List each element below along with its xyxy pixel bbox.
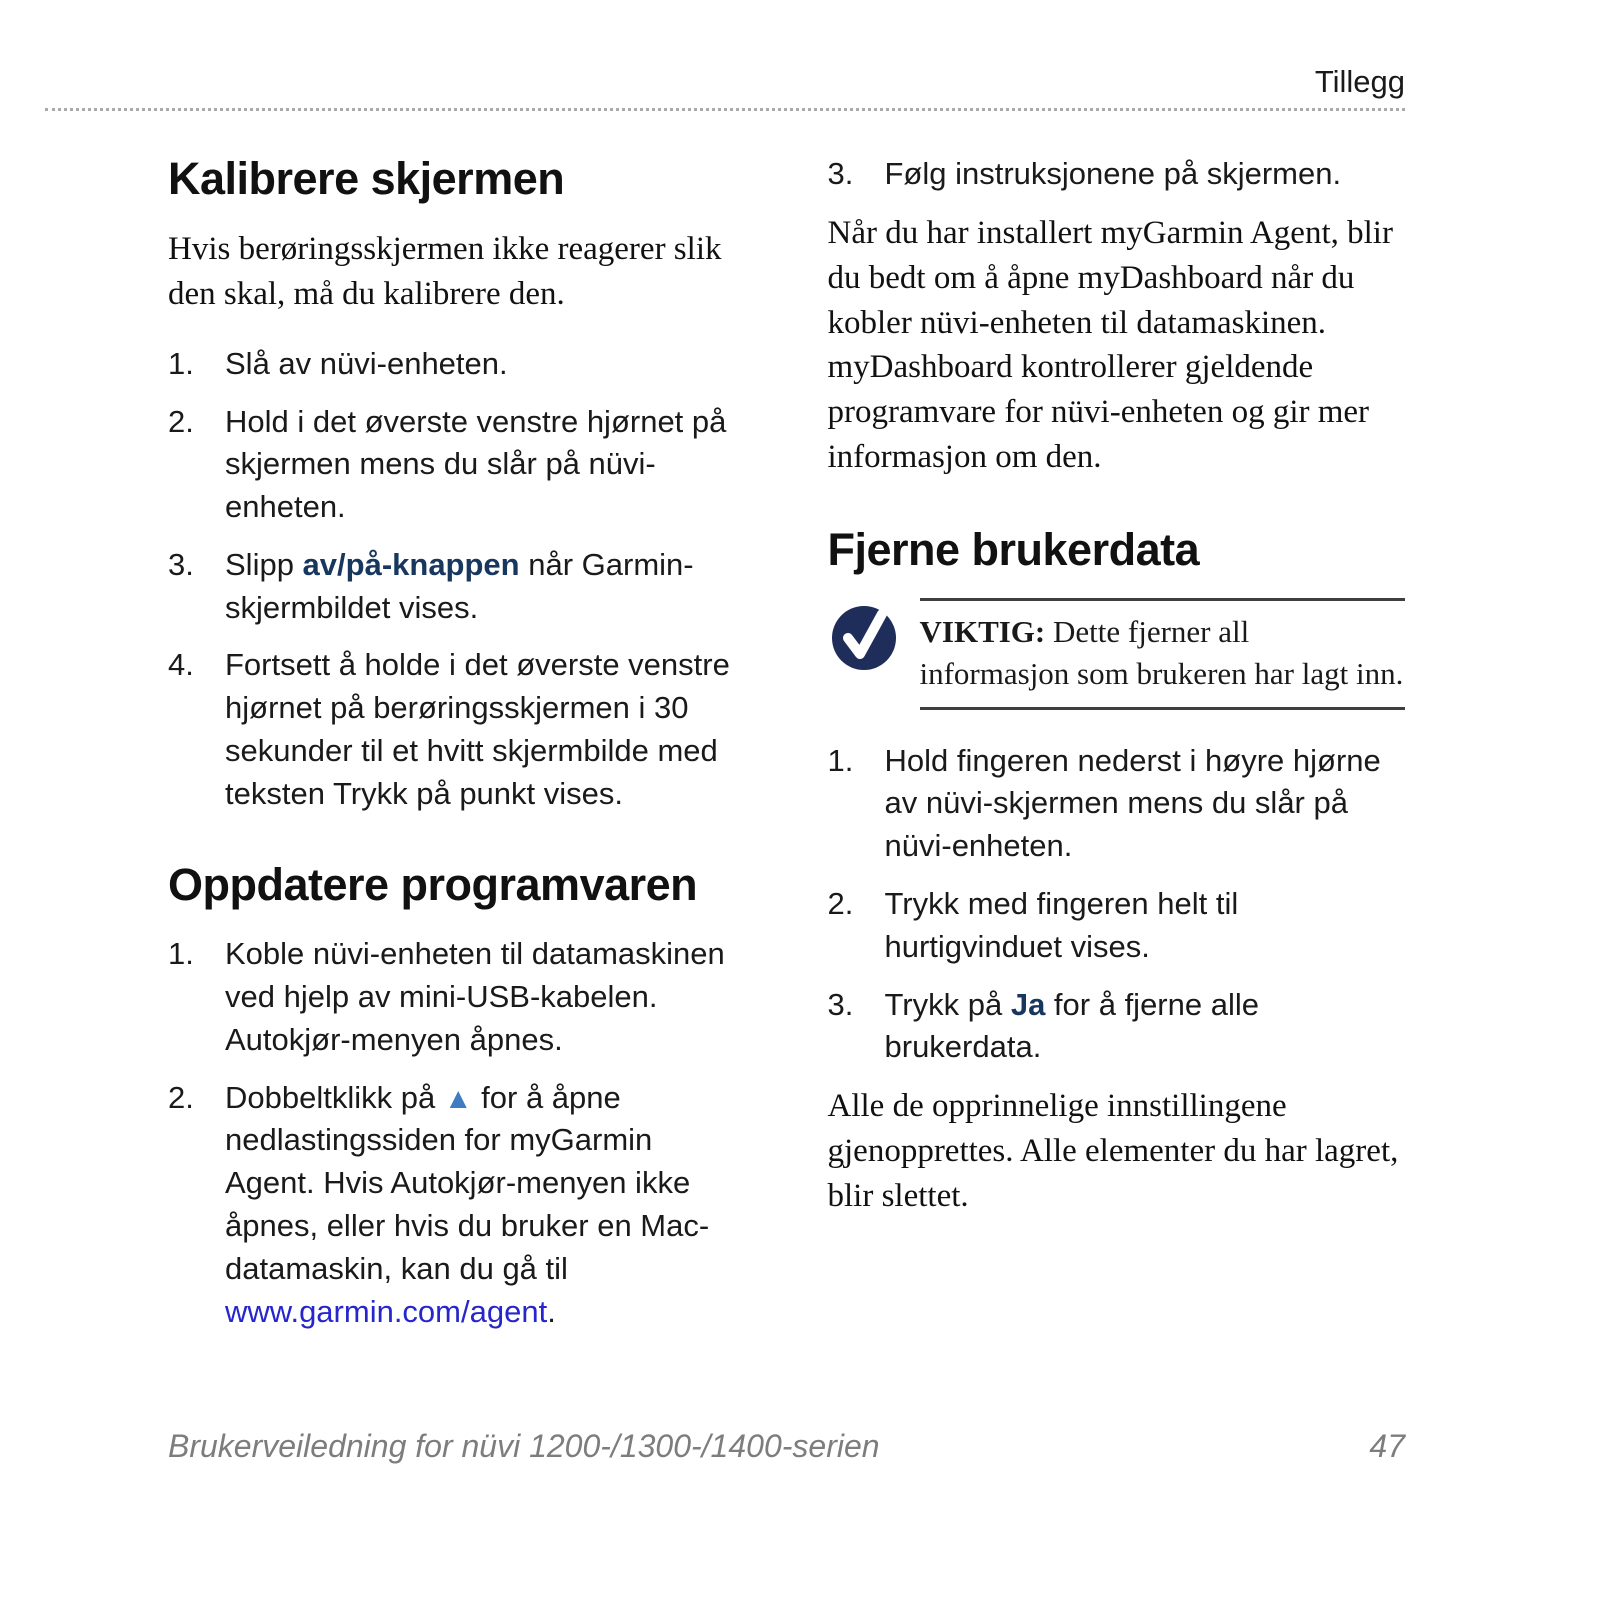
list-item xyxy=(828,740,1406,868)
list-text: Trykk med fingeren helt til hurtigvinduet vises. xyxy=(884,886,1239,964)
list-item xyxy=(168,343,746,386)
important-notice-text xyxy=(920,598,1406,710)
list-number: 2. xyxy=(168,1079,194,1115)
important-notice xyxy=(828,598,1406,710)
list-text: Koble nüvi-enheten til datamaskinen ved hjelp av mini-USB-kabelen. Autokjør-menyen åpnes. xyxy=(225,936,725,1057)
list-text-mid: for å åpne nedlastingssiden for myGarmin Agent. Hvis Autokjør-menyen ikke åpnes, eller hvis du bruker en Mac-datamaskin, kan du gå til xyxy=(225,1079,710,1286)
page-footer xyxy=(168,1428,1405,1465)
important-text: Dette fjerner all informasjon som brukeren har lagt inn. xyxy=(919,614,1404,691)
list-item xyxy=(168,544,746,630)
list-text-pre: Trykk på xyxy=(884,986,1011,1022)
right-column xyxy=(828,153,1406,1348)
list-number: 1. xyxy=(168,936,194,972)
list-number: 4. xyxy=(168,647,194,683)
list-text xyxy=(225,1077,746,1334)
content-columns xyxy=(168,153,1405,1348)
reset-result-paragraph: Alle de opprinnelige innstillingene gjenopprettes. Alle elementer du har lagret, blir slettet. xyxy=(827,1088,1399,1214)
list-text-post: når Garmin-skjermbildet vises. xyxy=(225,546,694,625)
power-button-term: av/på-knappen xyxy=(302,546,520,582)
list-text-pre: Dobbeltklikk på xyxy=(225,1079,444,1115)
list-text: Følg instruksjonene på skjermen. xyxy=(884,156,1342,191)
important-checkmark-icon xyxy=(828,600,900,672)
list-text-post: . xyxy=(547,1293,556,1329)
list-text-pre: Slipp xyxy=(225,546,303,582)
page-header xyxy=(45,64,1405,111)
heading-update-software: Oppdatere programvaren xyxy=(168,859,698,911)
yes-button-term: Ja xyxy=(1010,986,1046,1022)
list-text-post: for å fjerne alle brukerdata. xyxy=(884,986,1259,1065)
manual-title: Brukerveiledning for nüvi 1200-/1300-/1400-serien xyxy=(168,1428,880,1464)
clear-data-steps-list xyxy=(828,740,1406,1069)
list-text xyxy=(225,544,746,630)
list-item-continued xyxy=(828,153,1406,196)
update-steps-list xyxy=(168,933,746,1333)
list-item xyxy=(828,883,1406,969)
garmin-agent-link[interactable]: www.garmin.com/agent xyxy=(225,1293,548,1329)
left-column xyxy=(168,153,746,1348)
heading-clear-user-data: Fjerne brukerdata xyxy=(827,524,1200,576)
list-number: 1. xyxy=(168,345,194,381)
list-number: 2. xyxy=(827,886,854,921)
list-item xyxy=(168,401,746,529)
list-number: 3. xyxy=(168,546,194,582)
list-number: 1. xyxy=(827,742,854,778)
list-text: Fortsett å holde i det øverste venstre hjørnet på berøringsskjermen i 30 sekunder til et hvitt skjermbilde med teksten Trykk på punkt vises. xyxy=(225,647,730,811)
list-item xyxy=(168,933,746,1061)
list-number: 2. xyxy=(168,403,194,439)
heading-calibrate-screen: Kalibrere skjermen xyxy=(168,153,565,204)
calibrate-intro-paragraph: Hvis berøringsskjermen ikke reagerer slik den skal, må du kalibrere den. xyxy=(168,231,722,312)
mygarmin-agent-triangle-icon: ▲ xyxy=(443,1082,473,1115)
list-item xyxy=(168,1077,746,1334)
list-text: Hold i det øverste venstre hjørnet på skjermen mens du slår på nüvi-enheten. xyxy=(225,403,727,525)
list-text: Slå av nüvi-enheten. xyxy=(225,345,508,381)
list-item xyxy=(828,984,1406,1070)
list-item xyxy=(168,644,746,815)
calibrate-steps-list xyxy=(168,343,746,816)
list-text: Hold fingeren nederst i høyre hjørne av nüvi-skjermen mens du slår på nüvi-enheten. xyxy=(884,742,1381,864)
list-text xyxy=(885,984,1406,1070)
important-label: VIKTIG: xyxy=(919,614,1046,650)
section-title: Tillegg xyxy=(1314,64,1405,99)
list-number: 3. xyxy=(827,986,854,1022)
mygarmin-agent-paragraph: Når du har installert myGarmin Agent, blir du bedt om å åpne myDashboard når du kobler nüvi-enheten til datamaskinen. myDashboard kontrollerer gjeldende programvare for nüvi-enheten og gir mer informasjon om den. xyxy=(827,214,1393,476)
page-number: 47 xyxy=(1369,1428,1405,1464)
list-number: 3. xyxy=(827,156,854,191)
